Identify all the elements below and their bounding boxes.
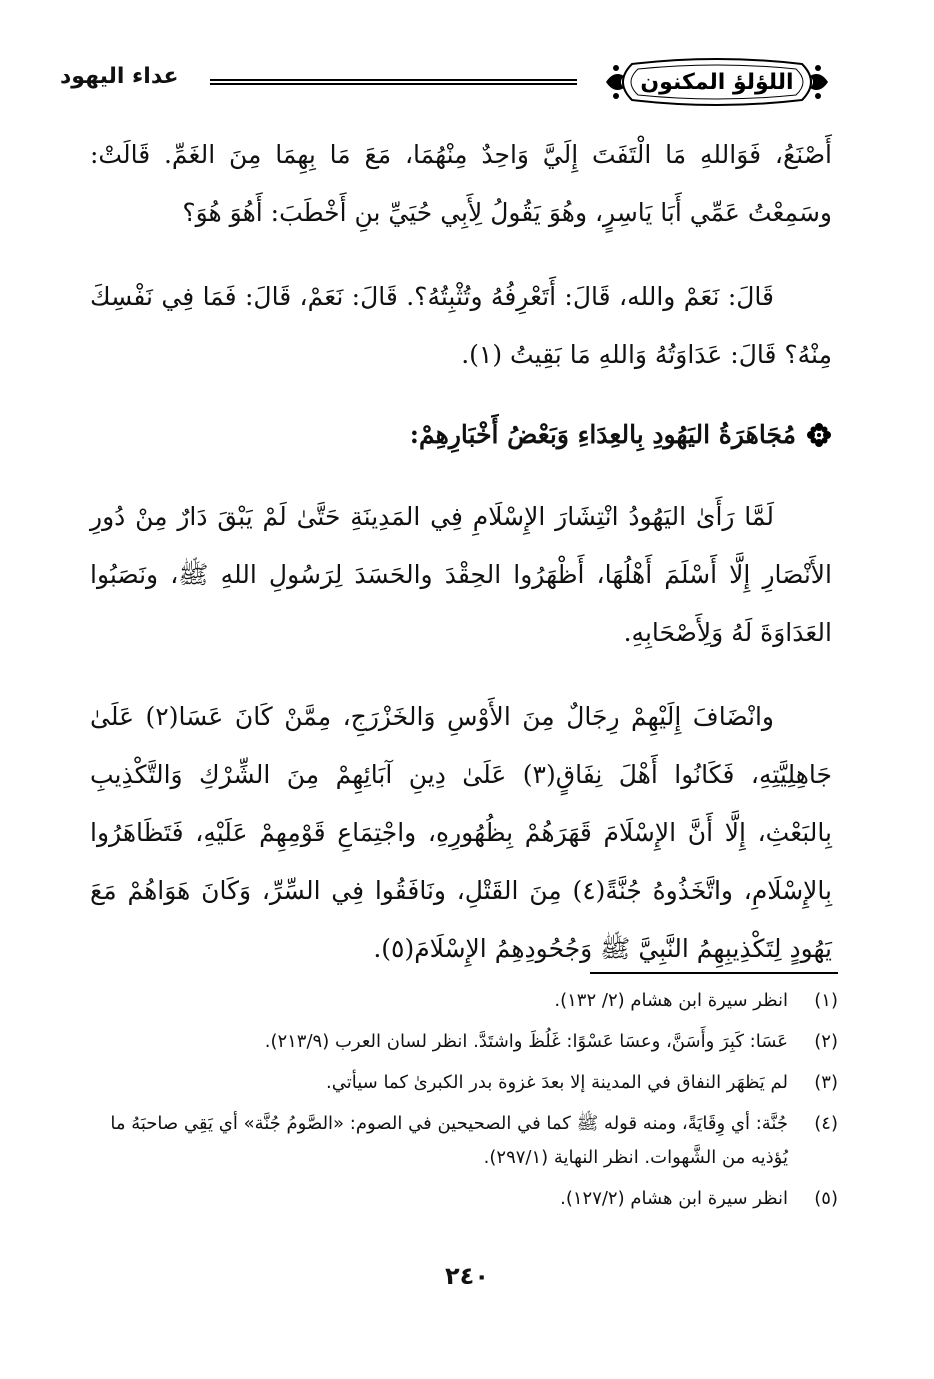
footnote — [110, 1025, 838, 1059]
header-rule — [210, 79, 557, 85]
running-header — [60, 52, 832, 112]
footnote-text: عَسَا: كَبِرَ وأَسَنَّ، وعسَا عَسْوًا: غَلُظَ واشتَدَّ. انظر لسان العرب (٢١٣/٩). — [264, 1031, 788, 1052]
book-title-ornament — [602, 58, 832, 106]
flower-icon — [806, 422, 832, 448]
footnote-text: انظر سيرة ابن هشام (١٢٧/٢). — [560, 1188, 788, 1209]
paragraph-4: وانْضَافَ إِلَيْهِمْ رِجَالٌ مِنَ الأَوْسِ وَالخَزْرَجِ، مِمَّنْ كَانَ عَسَا(٢) عَلَىٰ جَاهِلِيَّتِهِ، فَكَانُوا أَهْلَ نِفَاقٍ(٣) عَلَىٰ دِينِ آبَائِهِمْ مِنَ الشِّرْكِ وَالتَّكْذِيبِ بِالبَعْثِ، إِلَّا أَنَّ الإِسْلَامَ قَهَرَهُمْ بِظُهُورِهِ، واجْتِمَاعِ قَوْمِهِمْ عَلَيْهِ، فَتَظَاهَرُوا بِالإِسْلَامِ، واتَّخَذُوهُ جُنَّةً(٤) مِنَ القَتْلِ، ونَافَقُوا فِي السِّرِّ، وَكَانَ هَوَاهُمْ مَعَ يَهُودٍ لِتَكْذِيبِهِمُ النَّبِيَّ ﷺ وَجُحُودِهِمُ الإِسْلَامَ(٥). — [90, 702, 833, 963]
footnote-text: انظر سيرة ابن هشام (٢/ ١٣٢). — [554, 990, 788, 1011]
section-heading — [90, 410, 832, 460]
paragraph-3: لَمَّا رَأَىٰ اليَهُودُ انْتِشَارَ الإِسْلَامِ فِي المَدِينَةِ حَتَّىٰ لَمْ يَبْقَ دَارٌ مِنْ دُورِ الأَنْصَارِ إِلَّا أَسْلَمَ أَهْلُهَا، أَظْهَرُوا الحِقْدَ والحَسَدَ لِرَسُولِ اللهِ ﷺ، ونَصَبُوا العَدَاوَةَ لَهُ وَلِأَصْحَابِهِ. — [90, 502, 832, 647]
footnote-number: (٣) — [814, 1072, 838, 1093]
paragraph-1: أَصْنَعُ، فَوَاللهِ مَا الْتَفَتَ إِلَيَّ وَاحِدٌ مِنْهُمَا، مَعَ مَا بِهِمَا مِنَ الغَمِّ. قَالَتْ: وسَمِعْتُ عَمِّي أَبَا يَاسِرٍ، وهُوَ يَقُولُ لِأَبِي حُيَيِّ بنِ أَخْطَبَ: أَهُوَ هُوَ؟ — [90, 140, 832, 227]
footnotes — [110, 984, 838, 1223]
footnote-separator — [590, 972, 838, 974]
page-number: ٢٤٠ — [445, 1262, 489, 1290]
footnote — [110, 1107, 838, 1175]
footnote — [110, 1066, 838, 1100]
footnote — [110, 1182, 838, 1216]
book-title: اللؤلؤ المكنون — [640, 69, 794, 95]
footnote-number: (٥) — [814, 1188, 838, 1209]
footnote-number: (٤) — [814, 1113, 838, 1134]
main-text — [90, 126, 832, 978]
footnote-text: جُنَّة: أي وِقَايَةً، ومنه قوله ﷺ كما في الصحيحين في الصوم: «الصَّومُ جُنَّة» أي يَقِي صاحبَهُ ما يُؤذيه من الشَّهوات. انظر النهاية (٢٩٧/١). — [110, 1113, 788, 1168]
section-heading-text: مُجَاهَرَةُ اليَهُودِ بِالعِدَاءِ وَبَعْضُ أَخْبَارِهِمْ: — [409, 420, 796, 449]
footnote-number: (٢) — [814, 1031, 838, 1052]
chapter-title: عداء اليهود — [60, 64, 179, 89]
footnote — [110, 984, 838, 1018]
footnote-number: (١) — [814, 990, 838, 1011]
footnote-text: لم يَظهَر النفاق في المدينة إلا بعدَ غزوة بدر الكبرىٰ كما سيأتي. — [325, 1072, 788, 1093]
paragraph-2: قَالَ: نَعَمْ والله، قَالَ: أَتَعْرِفُهُ وتُثْبِتُهُ؟. قَالَ: نَعَمْ، قَالَ: فَمَا فِي نَفْسِكَ مِنْهُ؟ قَالَ: عَدَاوَتُهُ وَاللهِ مَا بَقِيتُ (١). — [90, 282, 832, 369]
